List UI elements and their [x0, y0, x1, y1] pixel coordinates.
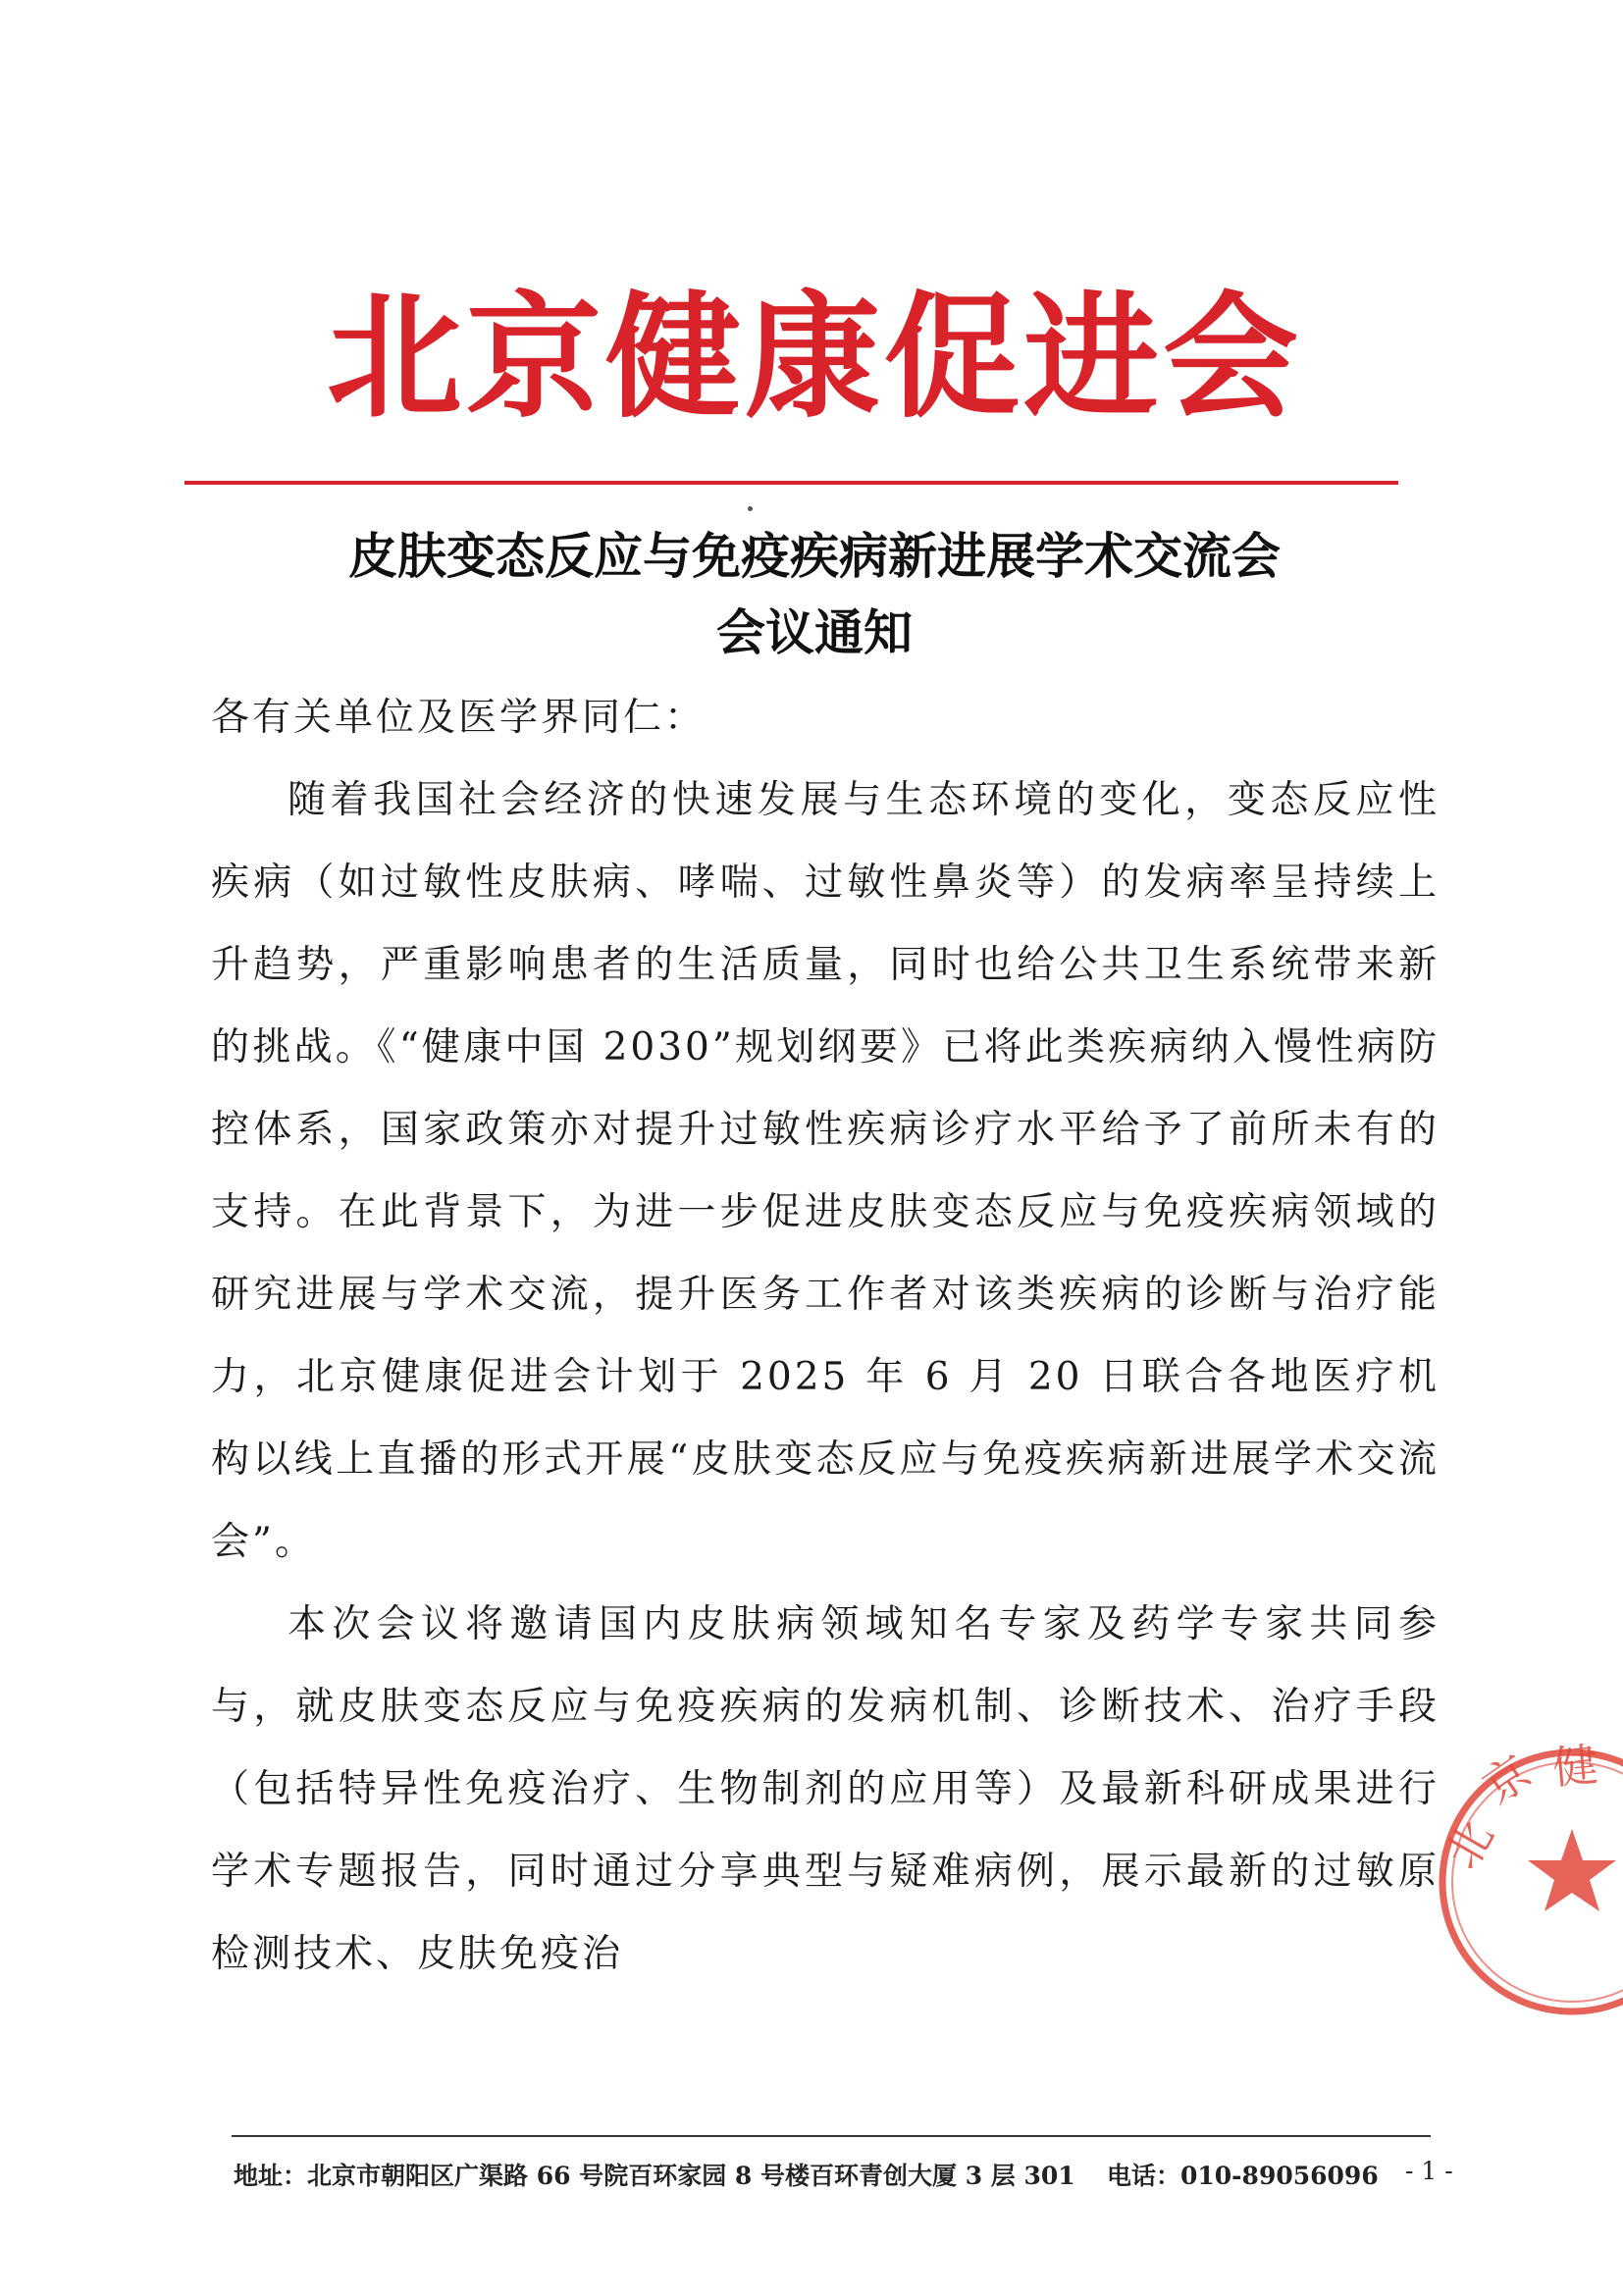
stray-dot [748, 506, 753, 511]
page-number: - 1 - [1405, 2157, 1453, 2185]
notice-title-line2: 会议通知 [716, 603, 913, 661]
body-paragraph-2: 本次会议将邀请国内皮肤病领域知名专家及药学专家共同参与，就皮肤变态反应与免疫疾病的发病机制、诊断技术、治疗手段（包括特异性免疫治疗、生物制剂的应用等）及最新科研成果进行学术专题报告，同时通过分享典型与疑难病例，展示最新的过敏原检测技术、皮肤免疫治 [211, 1602, 1440, 1976]
organization-title: 北京健康促进会 [326, 279, 1302, 437]
footer-phone: 电话：010-89056096 [1107, 2162, 1379, 2190]
svg-text:北: 北 [1435, 1811, 1504, 1878]
header-red-rule [184, 481, 1398, 485]
seal-star-icon [1528, 1829, 1616, 1911]
official-seal-stamp [1425, 1735, 1623, 2029]
notice-title-line1: 皮肤变态反应与免疫疾病新进展学术交流会 [348, 527, 1281, 585]
notice-body [211, 677, 1440, 1996]
body-paragraph-1: 随着我国社会经济的快速发展与生态环境的变化，变态反应性疾病（如过敏性皮肤病、哮喘、过敏性鼻炎等）的发病率呈持续上升趋势，严重影响患者的生活质量，同时也给公共卫生系统带来新的挑战。《“健康中国 2030”规划纲要》已将此类疾病纳入慢性病防控体系，国家政策亦对提升过敏性疾病诊疗水平给予了前所未有的支持。在此背景下，为进一步促进皮肤变态反应与免疫疾病领域的研究进展与学术交流，提升医务工作者对该类疾病的诊断与治疗能力，北京健康促进会计划于 2025 年 6 月 20 日联合各地医疗机构以线上直播的形式开展“皮肤变态反应与免疫疾病新进展学术交流会”。 [211, 778, 1440, 1564]
svg-text:京: 京 [1473, 1745, 1541, 1815]
footer-address: 地址：北京市朝阳区广渠路 66 号院百环家园 8 号楼百环青创大厦 3 层 301 [234, 2162, 1075, 2190]
salutation: 各有关单位及医学界同仁： [211, 696, 707, 740]
footer-rule [232, 2135, 1431, 2137]
svg-text:健: 健 [1550, 1738, 1600, 1795]
